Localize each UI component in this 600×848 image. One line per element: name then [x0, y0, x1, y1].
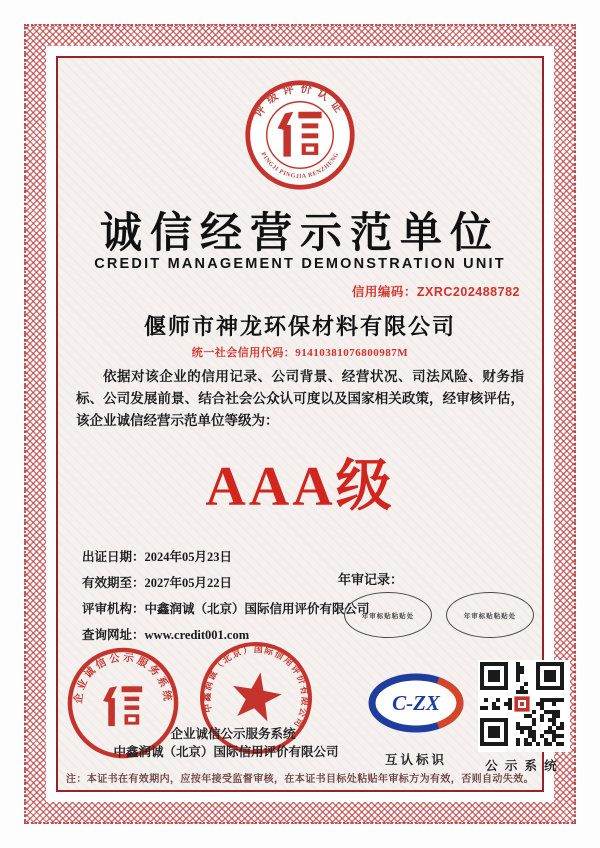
xin-glyph-icon — [103, 686, 142, 726]
seal1-ring-text: 企业诚信公示服务系统 — [73, 652, 173, 705]
header-seal-top-text: 评级评价认证 — [252, 82, 348, 120]
credit-code-line — [352, 282, 520, 300]
valid-until-row — [82, 570, 370, 596]
issue-date-row — [82, 544, 370, 570]
credit-code-value: ZXRC202488782 — [416, 285, 520, 299]
credit-code-label: 信用编码： — [351, 285, 417, 299]
qr-code-icon — [480, 662, 564, 746]
evaluation-paragraph: 依据对该企业的信用记录、公司背景、经营状况、司法风险、财务指标、公司发展前景、结合社会公众认可度以及国家相关政策，经审核评估，该企业诚信经营示范单位等级为： — [76, 369, 524, 428]
certificate-title: 诚信经营示范单位 — [99, 211, 500, 257]
query-website-value: www.credit001.com — [144, 628, 250, 642]
issue-date-value: 2024年05月23日 — [144, 550, 233, 564]
annual-review-sticker-placeholder: 年审标贴粘贴处 — [344, 592, 432, 638]
footer-note: 注：本证书在有效期内，应按年接受监督审核，在本证书目标处粘贴年审标方为有效，否则自动失效。 — [66, 774, 534, 785]
review-agency-value: 中鑫润诚（北京）国际信用评价有限公司 — [144, 602, 370, 616]
certificate-frame — [56, 56, 559, 792]
seal2-ring-text: 中鑫润诚（北京）国际信用评价有限公司 — [201, 644, 311, 731]
issue-date-label: 出证日期： — [82, 550, 145, 564]
valid-until-value: 2027年05月22日 — [144, 576, 233, 590]
grade-value: AAA级 — [205, 456, 395, 518]
annual-review-label: 年审记录： — [338, 572, 404, 587]
mutual-recognition-logo-icon — [364, 668, 468, 738]
annual-review-sticker-placeholder: 年审标贴粘贴处 — [446, 592, 534, 638]
certificate-title-en: CREDIT MANAGEMENT DEMONSTRATION UNIT — [94, 256, 506, 272]
rating-certification-seal-icon — [243, 78, 357, 192]
mutual-recognition-caption: 互认标识 — [384, 753, 447, 767]
seal-caption-line2: 中鑫润诚（北京）国际信用评价有限公司 — [113, 745, 339, 759]
company-name: 偃师市神龙环保材料有限公司 — [143, 314, 456, 339]
review-agency-label: 评审机构： — [82, 602, 145, 616]
seal-caption-line1: 企业诚信公示服务系统 — [170, 727, 296, 741]
query-website-label: 查询网址： — [82, 628, 145, 642]
star-icon — [228, 668, 285, 723]
review-agency-row — [82, 596, 370, 622]
mutual-logo-text: C-ZX — [392, 691, 440, 715]
unified-social-credit-code: 统一社会信用代码：91410381076800987M — [191, 347, 409, 359]
qr-caption: 公 示 系 统 — [485, 759, 559, 773]
valid-until-label: 有效期至： — [82, 576, 145, 590]
qr-code — [478, 660, 570, 752]
svg-text:企业诚信公示服务系统 — [71, 652, 174, 705]
header-seal-bottom-text: PINGJI PINGJIA RENZHENG — [259, 151, 341, 180]
